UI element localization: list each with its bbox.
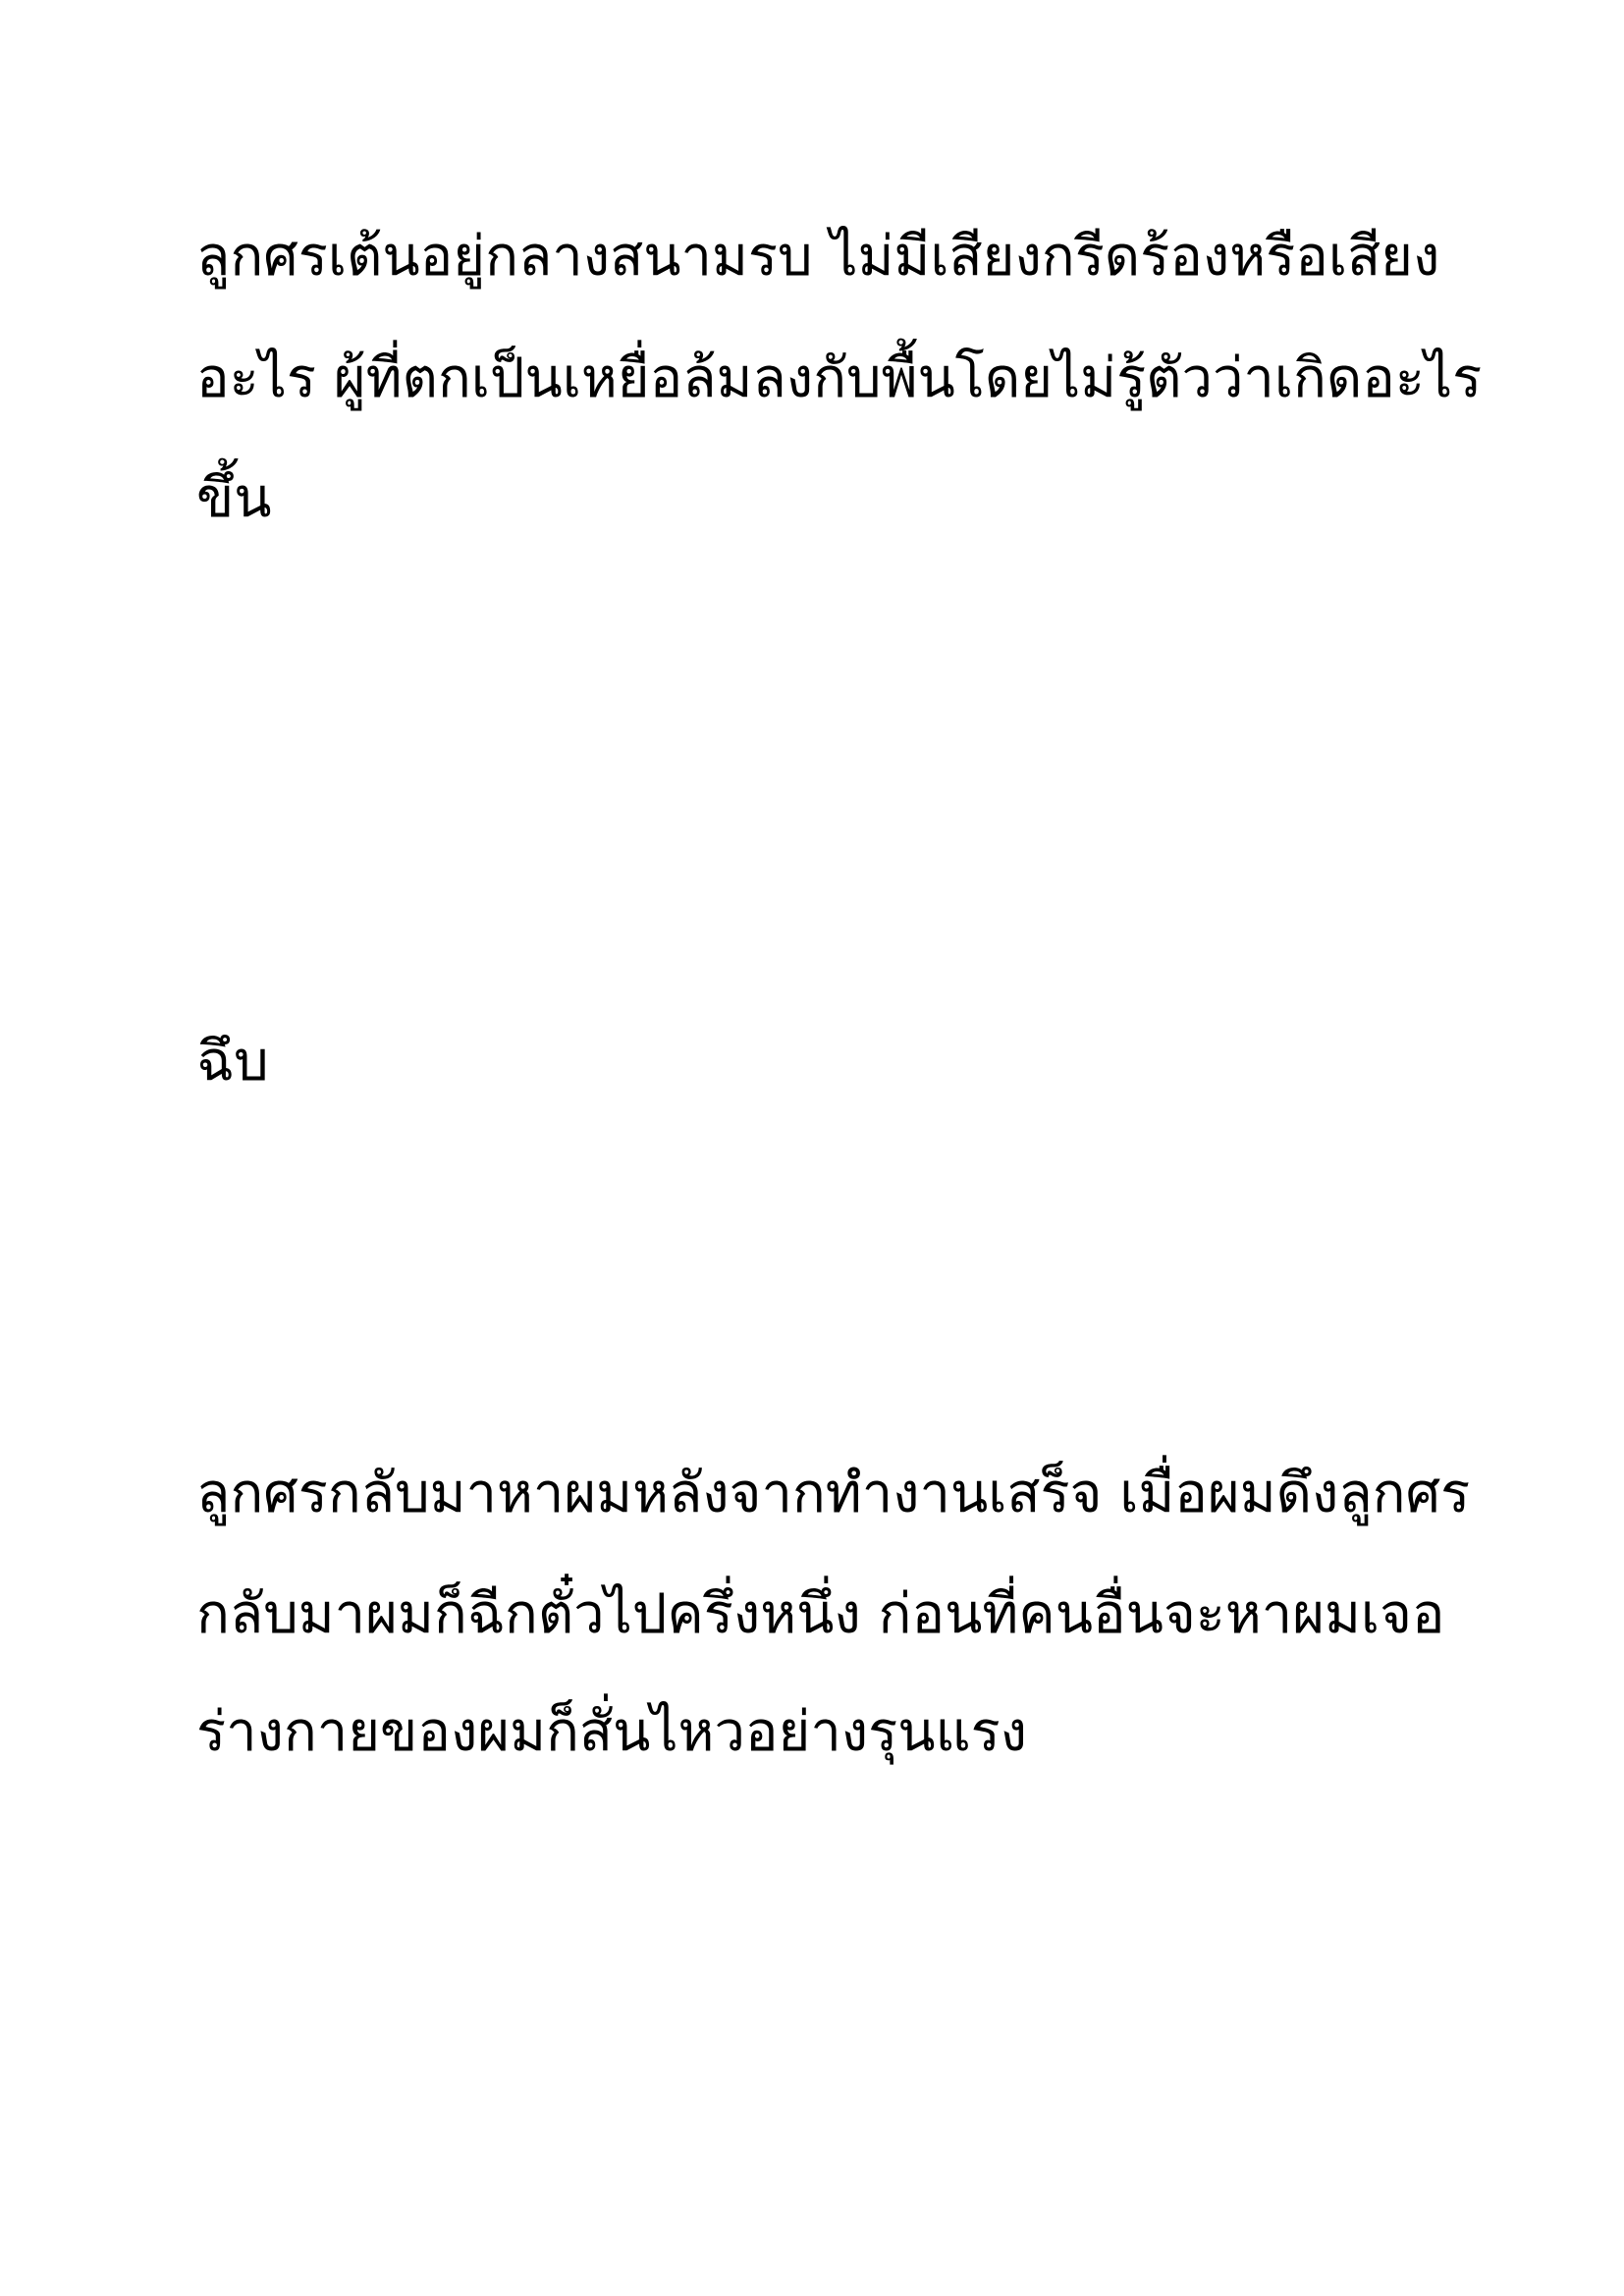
paragraph-2-line-1: ฉึบ: [196, 1030, 269, 1094]
paragraph-3-line-3: ร่างกายของผมก็สั่นไหวอย่างรุนแรง: [196, 1700, 1028, 1764]
paragraph-1-line-1: ลูกศรเต้นอยู่กลางสนามรบ ไม่มีเสียงกรีดร้องหรือเสียง: [196, 225, 1440, 289]
paragraph-3-line-1: ลูกศรกลับมาหาผมหลังจากทำงานเสร็จ เมื่อผมดึงลูกศร: [196, 1462, 1471, 1525]
paragraph-1-line-3: ขึ้น: [196, 466, 272, 530]
paragraph-1-line-2: อะไร ผู้ที่ตกเป็นเหยื่อล้มลงกับพื้นโดยไม่รู้ตัวว่าเกิดอะไร: [196, 347, 1483, 410]
paragraph-3-line-2: กลับมาผมก็ฉีกตั๋วไปครึ่งหนึ่ง ก่อนที่คนอื่นจะหาผมเจอ: [196, 1582, 1445, 1646]
